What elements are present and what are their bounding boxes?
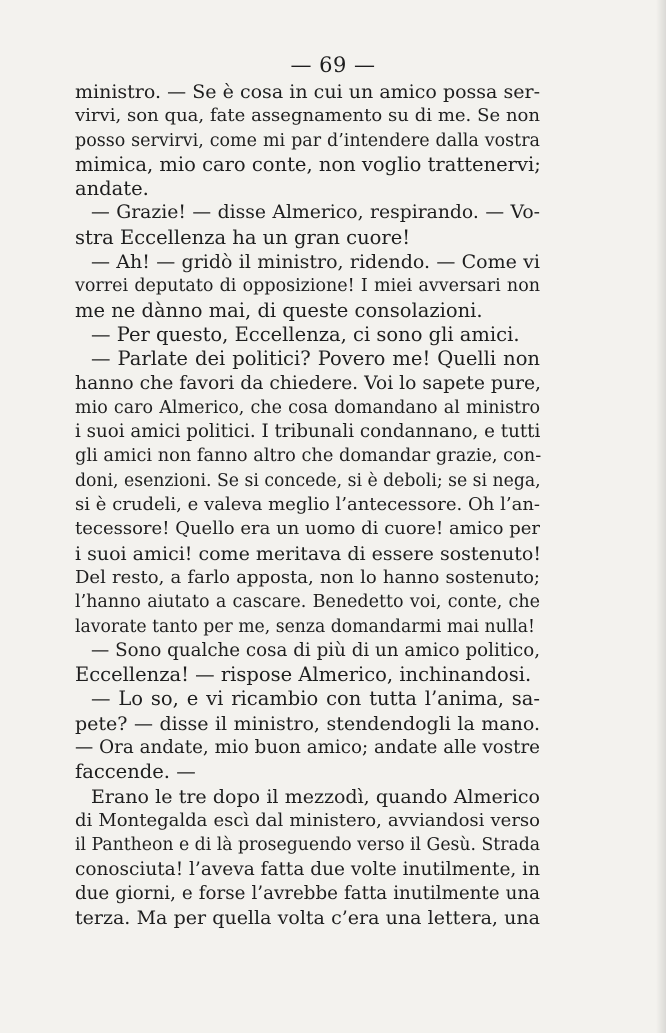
text-line: pete? — disse il ministro, stendendogli la mano. (75, 712, 540, 735)
text-line: conosciuta! l’aveva fatta due volte inutilmente, in (75, 858, 541, 880)
text-line: me ne dànno mai, di queste consolazioni. (75, 298, 483, 322)
text-line: Del resto, a farlo apposta, non lo hanno sostenuto; (75, 566, 540, 588)
text-line: andate. (75, 177, 149, 201)
text-line: mimica, mio caro conte, non voglio trattenervi; (75, 152, 541, 176)
text-line: terza. Ma per quella volta c’era una lettera, una (75, 907, 540, 930)
text-line: l’hanno aiutato a cascare. Benedetto voi, conte, che (75, 592, 540, 613)
text-line: stra Eccellenza ha un gran cuore! (75, 225, 411, 249)
text-line: doni, esenzioni. Se si concede, si è deboli; se si nega, (75, 470, 541, 491)
text-line: posso servirvi, come mi par d’intendere dalla vostra (75, 130, 540, 151)
text-line: — Ora andate, mio buon amico; andate alle vostre (75, 737, 540, 759)
text-line: i suoi amici! come meritava di essere sostenuto! (75, 542, 541, 565)
text-line: — Grazie! — disse Almerico, respirando. — Vo- (91, 202, 540, 224)
text-line: tecessore! Quello era un uomo di cuore! amico per (75, 518, 540, 540)
text-line: — Lo so, e vi ricambio con tutta l’anima, sa- (91, 687, 540, 711)
page-edge-shadow (656, 0, 666, 1033)
text-line: mio caro Almerico, che cosa domandano al ministro (75, 397, 540, 418)
text-line: virvi, son qua, fate assegnamento su di me. Se non (75, 105, 540, 127)
text-line: — Per questo, Eccellenza, ci sono gli amici. (91, 322, 520, 346)
text-line: — Parlate dei politici? Povero me! Quelli non (91, 347, 540, 371)
text-line: — Ah! — gridò il ministro, ridendo. — Come vi (91, 251, 540, 274)
text-line: faccende. — (75, 760, 196, 784)
text-line: i suoi amici politici. I tribunali condannano, e tutti (75, 421, 541, 443)
text-line: due giorni, e forse l’avrebbe fatta inutilmente una (75, 882, 540, 904)
text-line: di Montegalda escì dal ministero, avviandosi verso (75, 809, 540, 831)
text-line: ministro. — Se è cosa in cui un amico possa ser- (75, 81, 540, 103)
text-line: hanno che favori da chiedere. Voi lo sapete pure, (75, 372, 541, 394)
text-line: lavorate tanto per me, senza domandarmi mai nulla! (75, 616, 535, 637)
text-line: Erano le tre dopo il mezzodì, quando Almerico (91, 785, 540, 808)
text-line: il Pantheon e di là proseguendo verso il Gesù. Strada (75, 835, 541, 856)
text-line: Eccellenza! — rispose Almerico, inchinandosi. (75, 663, 532, 687)
page-number: — 69 — (290, 53, 376, 77)
body-text (75, 80, 540, 930)
text-line: vorrei deputato di opposizione! I miei avversari non (75, 276, 540, 297)
text-line: — Sono qualche cosa di più di un amico politico, (91, 639, 540, 661)
text-line: gli amici non fanno altro che domandar grazie, con- (75, 446, 542, 467)
text-line: si è crudeli, e valeva meglio l’antecessore. Oh l’an- (75, 494, 540, 516)
